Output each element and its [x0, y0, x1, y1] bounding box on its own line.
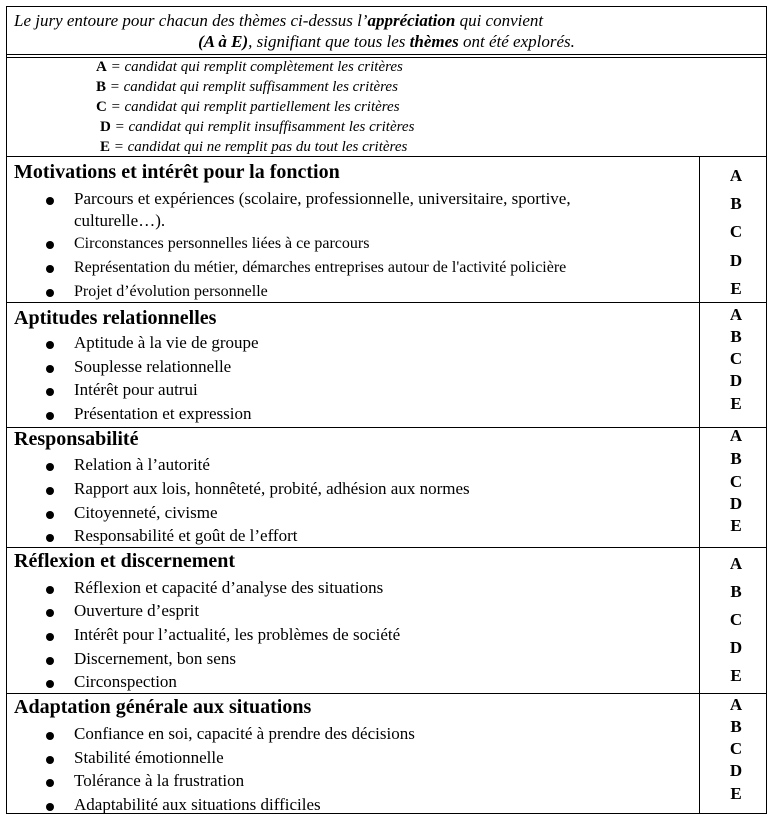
criterion-item: Présentation et expression [74, 404, 252, 423]
grade-option-b[interactable]: B [730, 717, 742, 736]
bullet-icon [46, 732, 54, 740]
criterion-item: Circonspection [74, 672, 177, 691]
grade-option-b[interactable]: B [730, 194, 742, 213]
grade-option-b[interactable]: B [730, 582, 742, 601]
bullet-icon [46, 487, 54, 495]
criterion-item: Adaptabilité aux situations difficiles [74, 795, 321, 814]
bullet-icon [46, 779, 54, 787]
legend-text: = candidat qui remplit complètement les critères [106, 59, 403, 75]
intro-emphasis-range: (A à E) [198, 32, 249, 51]
intro-divider [6, 54, 767, 55]
grade-option-b[interactable]: B [730, 327, 742, 346]
intro-line-1 [6, 10, 767, 31]
bullet-icon [46, 680, 54, 688]
legend-row-b [96, 78, 596, 97]
section-title-adaptation: Adaptation générale aux situations [14, 696, 312, 718]
criterion-item: Responsabilité et goût de l’effort [74, 526, 298, 545]
bullet-icon [46, 365, 54, 373]
bullet-icon [46, 609, 54, 617]
intro-emphasis-appreciation: appréciation [367, 11, 456, 30]
bullet-icon [46, 197, 54, 205]
legend-letter: E [100, 139, 111, 155]
criterion-item: Ouverture d’esprit [74, 601, 200, 620]
bullet-icon [46, 756, 54, 764]
criterion-item: Représentation du métier, démarches entreprises autour de l'activité policière [74, 259, 567, 276]
grade-option-b[interactable]: B [730, 449, 742, 468]
criterion-item: Stabilité émotionnelle [74, 748, 224, 767]
grade-option-a[interactable]: A [729, 426, 743, 445]
intro-text: , signifiant que tous les [248, 32, 410, 51]
grade-option-e[interactable]: E [730, 279, 742, 298]
bullet-icon [46, 633, 54, 641]
legend-row-e [100, 138, 600, 157]
bullet-icon [46, 241, 54, 249]
section-divider [6, 547, 767, 548]
grade-option-d[interactable]: D [729, 761, 743, 780]
intro-text: ont été explorés. [458, 32, 575, 51]
bullet-icon [46, 586, 54, 594]
intro-emphasis-themes: thèmes [409, 32, 459, 51]
section-divider [6, 156, 767, 157]
bullet-icon [46, 511, 54, 519]
bullet-icon [46, 341, 54, 349]
criterion-item: Intérêt pour l’actualité, les problèmes de société [74, 625, 401, 644]
grade-column-divider [699, 156, 700, 814]
grade-option-a[interactable]: A [729, 554, 743, 573]
criterion-item: Citoyenneté, civisme [74, 503, 218, 522]
criterion-item: Circonstances personnelles liées à ce parcours [74, 235, 370, 252]
grade-option-d[interactable]: D [729, 371, 743, 390]
legend-letter: B [96, 79, 107, 95]
bullet-icon [46, 534, 54, 542]
grade-option-c[interactable]: C [729, 739, 743, 758]
intro-line-2 [6, 31, 767, 52]
criterion-item: Intérêt pour autrui [74, 380, 198, 399]
bullet-icon [46, 463, 54, 471]
bullet-icon [46, 657, 54, 665]
grade-option-d[interactable]: D [729, 494, 743, 513]
grade-option-c[interactable]: C [729, 349, 743, 368]
grade-option-d[interactable]: D [729, 638, 743, 657]
grade-option-a[interactable]: A [729, 695, 743, 714]
bullet-icon [46, 289, 54, 297]
grade-option-c[interactable]: C [729, 472, 743, 491]
intro-text: Le jury entoure pour chacun des thèmes ci-dessus l’ [14, 11, 368, 30]
grade-option-c[interactable]: C [729, 610, 743, 629]
legend-letter: A [96, 59, 107, 75]
legend-letter: C [96, 99, 107, 115]
grade-option-e[interactable]: E [730, 666, 742, 685]
grade-option-e[interactable]: E [730, 394, 742, 413]
section-title-responsabilite: Responsabilité [14, 428, 139, 450]
legend-text: = candidat qui remplit partiellement les critères [106, 99, 400, 115]
criterion-item: Souplesse relationnelle [74, 357, 232, 376]
table-border-top [6, 6, 767, 7]
legend-text: = candidat qui ne remplit pas du tout les critères [110, 139, 408, 155]
criterion-item-continuation: culturelle…). [74, 211, 166, 230]
grade-option-a[interactable]: A [729, 305, 743, 324]
section-title-motivations: Motivations et intérêt pour la fonction [14, 161, 340, 183]
legend-letter: D [100, 119, 111, 135]
grade-option-a[interactable]: A [729, 166, 743, 185]
legend-row-c [96, 98, 596, 117]
bullet-icon [46, 803, 54, 811]
grade-option-c[interactable]: C [729, 222, 743, 241]
criterion-item: Projet d’évolution personnelle [74, 283, 268, 300]
legend-row-a [96, 58, 596, 77]
grade-option-e[interactable]: E [730, 784, 742, 803]
criterion-item: Discernement, bon sens [74, 649, 236, 668]
criterion-item: Confiance en soi, capacité à prendre des décisions [74, 724, 415, 743]
grade-option-e[interactable]: E [730, 516, 742, 535]
criterion-item: Aptitude à la vie de groupe [74, 333, 259, 352]
legend-text: = candidat qui remplit suffisamment les critères [106, 79, 398, 95]
section-title-aptitudes: Aptitudes relationnelles [14, 307, 217, 329]
bullet-icon [46, 265, 54, 273]
criterion-item: Parcours et expériences (scolaire, professionnelle, universitaire, sportive, [74, 189, 571, 208]
evaluation-table [6, 6, 767, 814]
criterion-item: Tolérance à la frustration [74, 771, 245, 790]
criterion-item: Réflexion et capacité d’analyse des situations [74, 578, 384, 597]
intro-text: qui convient [455, 11, 544, 30]
bullet-icon [46, 388, 54, 396]
criterion-item: Rapport aux lois, honnêteté, probité, adhésion aux normes [74, 479, 470, 498]
criterion-item: Relation à l’autorité [74, 455, 210, 474]
section-divider [6, 693, 767, 694]
grade-option-d[interactable]: D [729, 251, 743, 270]
legend-text: = candidat qui remplit insuffisamment les critères [110, 119, 415, 135]
section-title-reflexion: Réflexion et discernement [14, 550, 236, 572]
bullet-icon [46, 412, 54, 420]
legend-row-d [100, 118, 600, 137]
